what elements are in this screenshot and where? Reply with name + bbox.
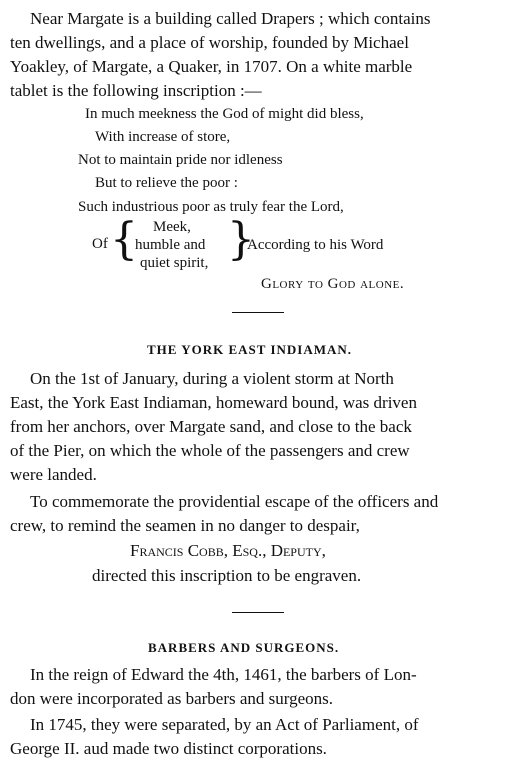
barbers-heading: BARBERS AND SURGEONS. — [148, 640, 340, 655]
section-divider-1 — [232, 312, 284, 313]
york-line-3: from her anchors, over Margate sand, and close to the back — [10, 417, 412, 436]
inscription-of-label: Of — [92, 236, 108, 252]
york-heading: THE YORK EAST INDIAMAN. — [147, 342, 353, 357]
york-signature: Francis Cobb, Esq., Deputy, — [130, 541, 326, 560]
york-line-1: On the 1st of January, during a violent storm at North — [30, 369, 394, 388]
glory-line: Glory to God alone. — [261, 276, 405, 292]
left-brace: { — [110, 214, 138, 265]
york-line-7: crew, to remind the seamen in no danger to despair, — [10, 516, 360, 535]
inscription-line-2: With increase of store, — [95, 129, 231, 145]
york-line-2: East, the York East Indiaman, homeward bound, was driven — [10, 393, 417, 412]
inscription-line-3: Not to maintain pride nor idleness — [78, 152, 283, 168]
barbers-line-1: In the reign of Edward the 4th, 1461, the barbers of Lon- — [30, 665, 417, 684]
drapers-line-3: Yoakley, of Margate, a Quaker, in 1707. On a white marble — [10, 57, 413, 76]
quality-quiet-spirit: quiet spirit, — [140, 255, 209, 271]
york-line-4: of the Pier, on which the whole of the passengers and crew — [10, 441, 410, 460]
inscription-line-4: But to relieve the poor : — [95, 175, 238, 191]
inscription-line-5: Such industrious poor as truly fear the Lord, — [78, 199, 344, 215]
right-brace: } — [227, 214, 255, 265]
drapers-line-1: Near Margate is a building called Drapers ; which contains — [30, 9, 431, 28]
york-line-6: To commemorate the providential escape of the officers and — [30, 492, 439, 511]
barbers-line-4: George II. aud made two distinct corporations. — [10, 739, 327, 758]
quality-meek: Meek, — [153, 219, 191, 235]
inscription-according: According to his Word — [247, 237, 384, 253]
section-divider-2 — [232, 612, 284, 613]
barbers-line-3: In 1745, they were separated, by an Act of Parliament, of — [30, 715, 419, 734]
inscription-line-1: In much meekness the God of might did bless, — [85, 106, 364, 122]
drapers-line-4: tablet is the following inscription :— — [10, 81, 262, 100]
drapers-line-2: ten dwellings, and a place of worship, founded by Michael — [10, 33, 409, 52]
york-closing: directed this inscription to be engraven. — [92, 566, 362, 585]
quality-humble: humble and — [135, 237, 206, 253]
york-line-5: were landed. — [10, 465, 97, 484]
barbers-line-2: don were incorporated as barbers and surgeons. — [10, 689, 334, 708]
